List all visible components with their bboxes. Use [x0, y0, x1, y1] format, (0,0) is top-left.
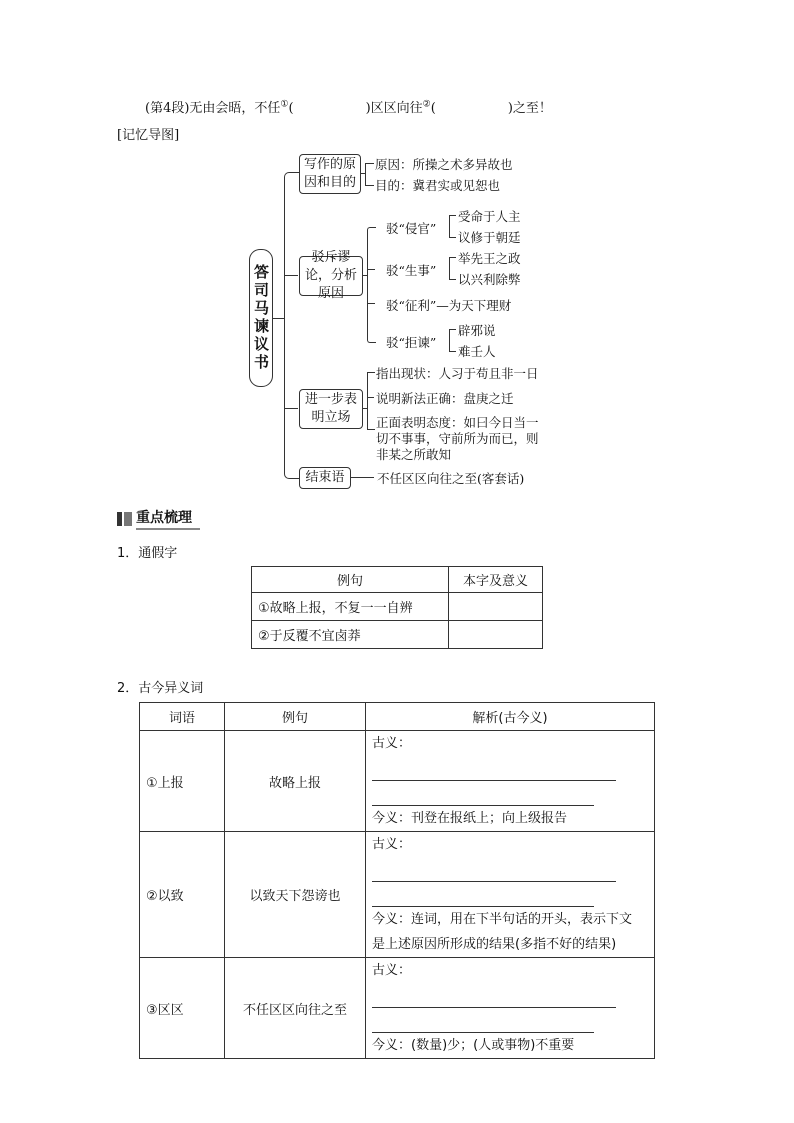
branch-label-purpose: 写作的原因和目的	[303, 157, 356, 190]
table-header: 例句	[252, 567, 449, 593]
refute-label: 驳“拒谏”	[386, 335, 437, 350]
answer-blank[interactable]	[372, 789, 594, 806]
section-title-text: 重点梳理	[136, 507, 200, 530]
ending-item: 不任区区向往之至(客套话)	[377, 471, 525, 486]
branch-label-ending: 结束语	[305, 470, 345, 485]
table-cell: 不任区区向往之至	[225, 958, 366, 1059]
table-header: 例句	[225, 703, 366, 731]
top-line-middle: 区区向往	[370, 101, 423, 116]
stance-item: 正面表明态度：如曰今日当一	[376, 415, 539, 430]
gu-label: 古义：	[372, 837, 412, 852]
refute-label: 驳“侵官”	[386, 221, 437, 236]
refute-label: 驳“征利”—为天下理财	[386, 298, 512, 313]
table-cell: ②以致	[140, 832, 225, 958]
table-cell: 故略上报	[225, 731, 366, 832]
table-header: 本字及意义	[449, 567, 543, 593]
jin-label: 今义：	[372, 1038, 412, 1053]
jin-label: 今义：	[372, 912, 412, 927]
top-line-suffix: 之至！	[512, 101, 552, 116]
stance-item: 说明新法正确：盘庚之迁	[376, 391, 514, 406]
answer-blank[interactable]	[372, 890, 594, 907]
table-header: 词语	[140, 703, 225, 731]
footnote-mark-1: ①	[280, 99, 289, 110]
branch-label-stance: 进一步表明立场	[304, 392, 357, 425]
analysis-cell	[366, 731, 655, 832]
table-header: 解析(古今义)	[366, 703, 655, 731]
branch-box-stance	[299, 389, 363, 429]
section-title	[117, 507, 200, 530]
branch-box-refute	[299, 250, 363, 301]
branch-box-ending	[299, 467, 351, 489]
branch1-item: 原因：所操之术多异故也	[375, 157, 513, 172]
jin-text: 刊登在报纸上；向上级报告	[411, 811, 568, 826]
table-cell: ②于反覆不宜卤莽	[252, 621, 449, 649]
table-cell: ①上报	[140, 731, 225, 832]
answer-cell[interactable]	[449, 621, 543, 649]
jin-text: (数量)少；(人或事物)不重要	[411, 1038, 575, 1053]
refute-item: 以兴利除弊	[458, 272, 521, 287]
footnote-mark-2: ②	[422, 99, 431, 110]
branch-box-purpose	[299, 154, 361, 194]
top-line	[145, 97, 552, 116]
section-marker-icon	[124, 512, 132, 526]
refute-item: 受命于人主	[458, 209, 521, 224]
table-cell: ①故略上报，不复一一自辨	[252, 593, 449, 621]
jin-label: 今义：	[372, 811, 412, 826]
memory-map-heading: [记忆导图]	[117, 128, 180, 143]
top-line-close-2: )	[507, 101, 513, 116]
gu-label: 古义：	[372, 736, 412, 751]
tongjia-table	[251, 566, 543, 649]
stance-item: 切不事事，守前所为而已，则	[376, 431, 539, 446]
stance-item: 非某之所敢知	[376, 447, 452, 462]
root-title: 答司马谏议书	[252, 264, 270, 372]
top-line-prefix: (第4段)无由会晤，不任	[145, 101, 281, 116]
gujin-table	[139, 702, 655, 1059]
top-line-open-1: (	[288, 101, 294, 116]
refute-item: 难壬人	[458, 344, 496, 359]
refute-item: 辟邪说	[458, 323, 496, 338]
refute-label: 驳“生事”	[386, 263, 437, 278]
stance-item: 指出现状：人习于苟且非一日	[376, 366, 539, 381]
tongjia-heading: 1．通假字	[117, 546, 178, 561]
branch-label-refute: 驳斥谬论，分析原因	[304, 250, 357, 301]
gu-label: 古义：	[372, 963, 412, 978]
jin-text: 连词，用在下半句话的开头，表示下文	[411, 912, 633, 927]
refute-item: 议修于朝廷	[458, 230, 521, 245]
jin-text-cont: 是上述原因所形成的结果(多指不好的结果)	[372, 937, 617, 952]
section-marker-icon	[117, 512, 122, 526]
root-box	[249, 249, 273, 387]
analysis-cell	[366, 832, 655, 958]
answer-cell[interactable]	[449, 593, 543, 621]
gujin-heading: 2．古今异义词	[117, 681, 204, 696]
table-cell: ③区区	[140, 958, 225, 1059]
top-line-open-2: (	[430, 101, 436, 116]
answer-blank[interactable]	[372, 1016, 594, 1033]
refute-item: 举先王之政	[458, 251, 521, 266]
branch1-item: 目的：冀君实或见恕也	[375, 178, 501, 193]
table-cell: 以致天下怨谤也	[225, 832, 366, 958]
analysis-cell	[366, 958, 655, 1059]
top-line-close-1: )	[365, 101, 371, 116]
